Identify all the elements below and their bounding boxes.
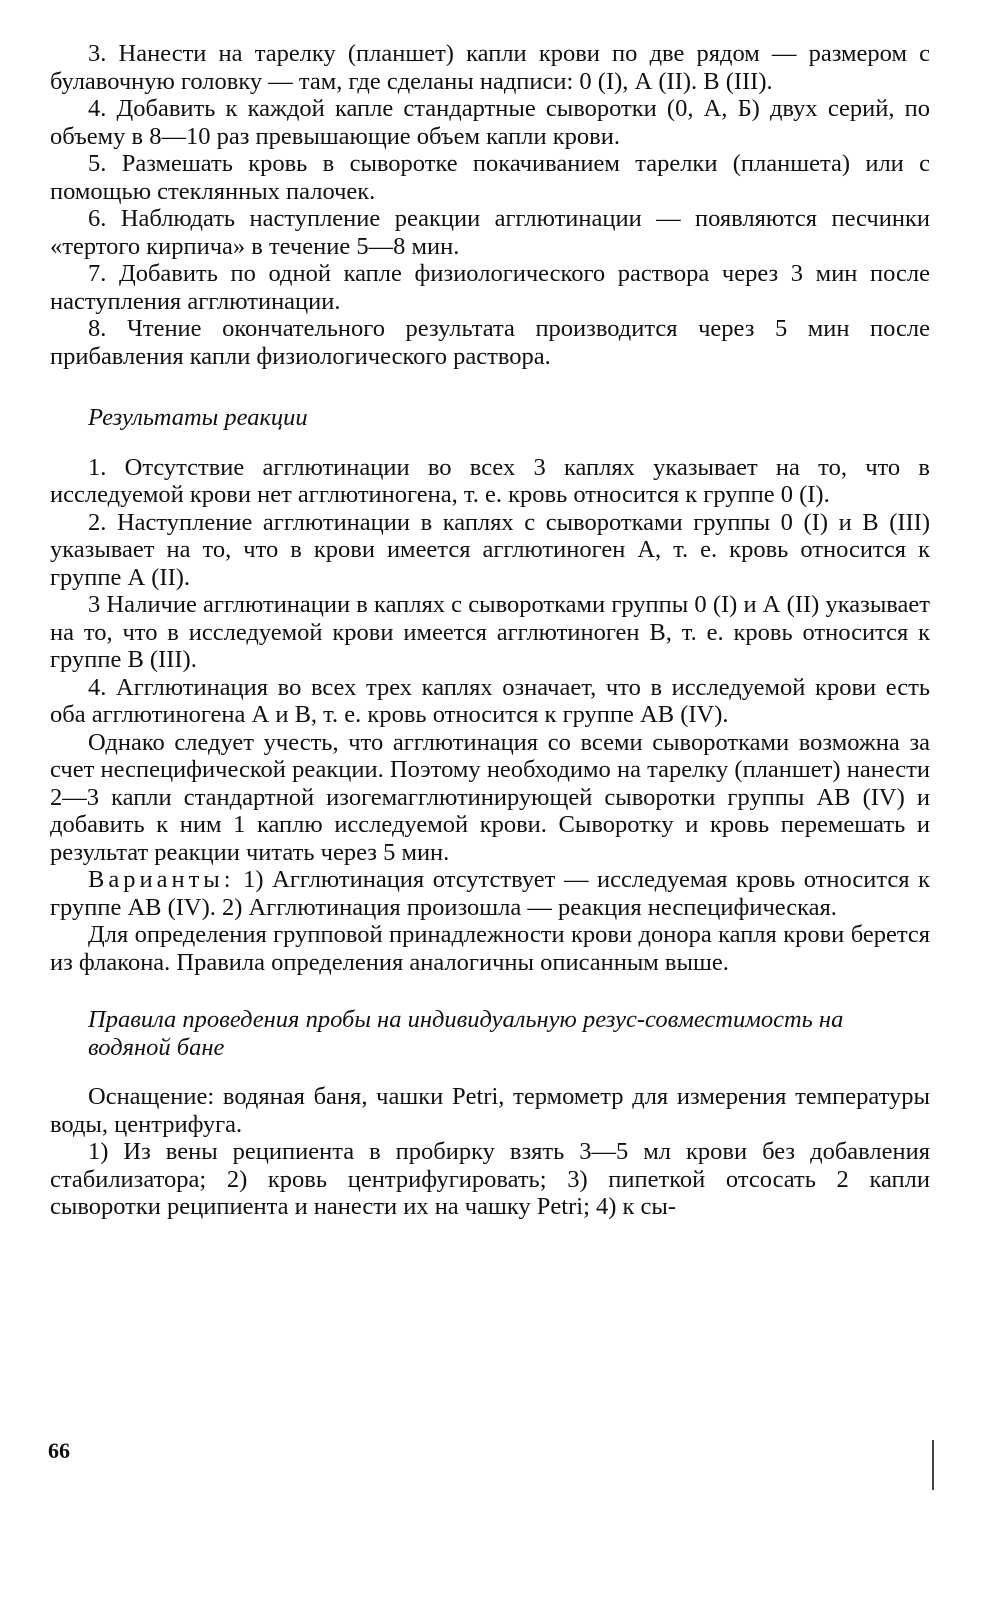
result-1: 1. Отсутствие агглютинации во всех 3 каплях указывает на то, что в исследуемой крови нет агглютиногена, т. е. кровь относится к группе 0 (I). [50, 453, 930, 508]
nonspecific-note: Однако следует учесть, что агглютинация со всеми сыворотками возможна за счет неспецифической реакции. Поэтому необходимо на тарелку (планшет) нанести 2—3 капли стандартной изогемагглютинирующей сыворотки группы АВ (IV) и добавить к ним 1 каплю исследуемой крови. Сыворотку и кровь перемешать и результат реакции читать через 5 мин. [50, 728, 930, 866]
step-3: 3. Нанести на тарелку (планшет) капли крови по две рядом — размером с булавочную головку — там, где сделаны надписи: 0 (I), А (II). В (III). [50, 40, 930, 95]
results-heading: Результаты реакции [88, 404, 308, 431]
donor-paragraph: Для определения групповой принадлежности крови донора капля крови берется из флакона. Правила определения аналогичны описанным выше. [50, 921, 930, 976]
scan-edge-mark [932, 1440, 934, 1490]
equipment-paragraph: Оснащение: водяная баня, чашки Petri, термометр для измерения температуры воды, центрифуга. [50, 1083, 930, 1138]
step-5: 5. Размешать кровь в сыворотке покачиванием тарелки (планшета) или с помощью стеклянных палочек. [50, 150, 930, 205]
result-3: 3 Наличие агглютинации в каплях с сыворотками группы 0 (I) и А (II) указывает на то, что в исследуемой крови имеется агглютиноген В, т. е. кровь относится к группе В (III). [50, 591, 930, 673]
rhesus-heading: Правила проведения пробы на индивидуальную резус-совместимость на водяной бане [88, 1006, 844, 1061]
page-number: 66 [48, 1438, 70, 1463]
variants-text: 1) Агглютинация отсутствует — исследуемая кровь относится к группе АВ (IV). 2) Агглютинация произошла — реакция неспецифическая. [50, 866, 930, 921]
variants-label: Варианты: [88, 866, 235, 893]
step-7: 7. Добавить по одной капле физиологического раствора через 3 мин после наступления агглютинации. [50, 260, 930, 315]
step-4: 4. Добавить к каждой капле стандартные сыворотки (0, А, Б) двух серий, по объему в 8—10 раз превышающие объем капли крови. [50, 95, 930, 150]
result-4: 4. Агглютинация во всех трех каплях означает, что в исследуемой крови есть оба агглютиногена А и В, т. е. кровь относится к группе АВ (IV). [50, 673, 930, 728]
step-6: 6. Наблюдать наступление реакции агглютинации — появляются песчинки «тертого кирпича» в течение 5—8 мин. [50, 205, 930, 260]
variants-paragraph [50, 866, 930, 921]
step-8: 8. Чтение окончательного результата производится через 5 мин после прибавления капли физиологического раствора. [50, 315, 930, 370]
result-2: 2. Наступление агглютинации в каплях с сыворотками группы 0 (I) и В (III) указывает на то, что в крови имеется агглютиноген А, т. е. кровь относится к группе А (II). [50, 508, 930, 591]
document-page [50, 40, 930, 1221]
procedure-paragraph: 1) Из вены реципиента в пробирку взять 3—5 мл крови без добавления стабилизатора; 2) кровь центрифугировать; 3) пипеткой отсосать 2 капли сыворотки реципиента и нанести их на чашку Petri; 4) к сы- [50, 1138, 930, 1220]
